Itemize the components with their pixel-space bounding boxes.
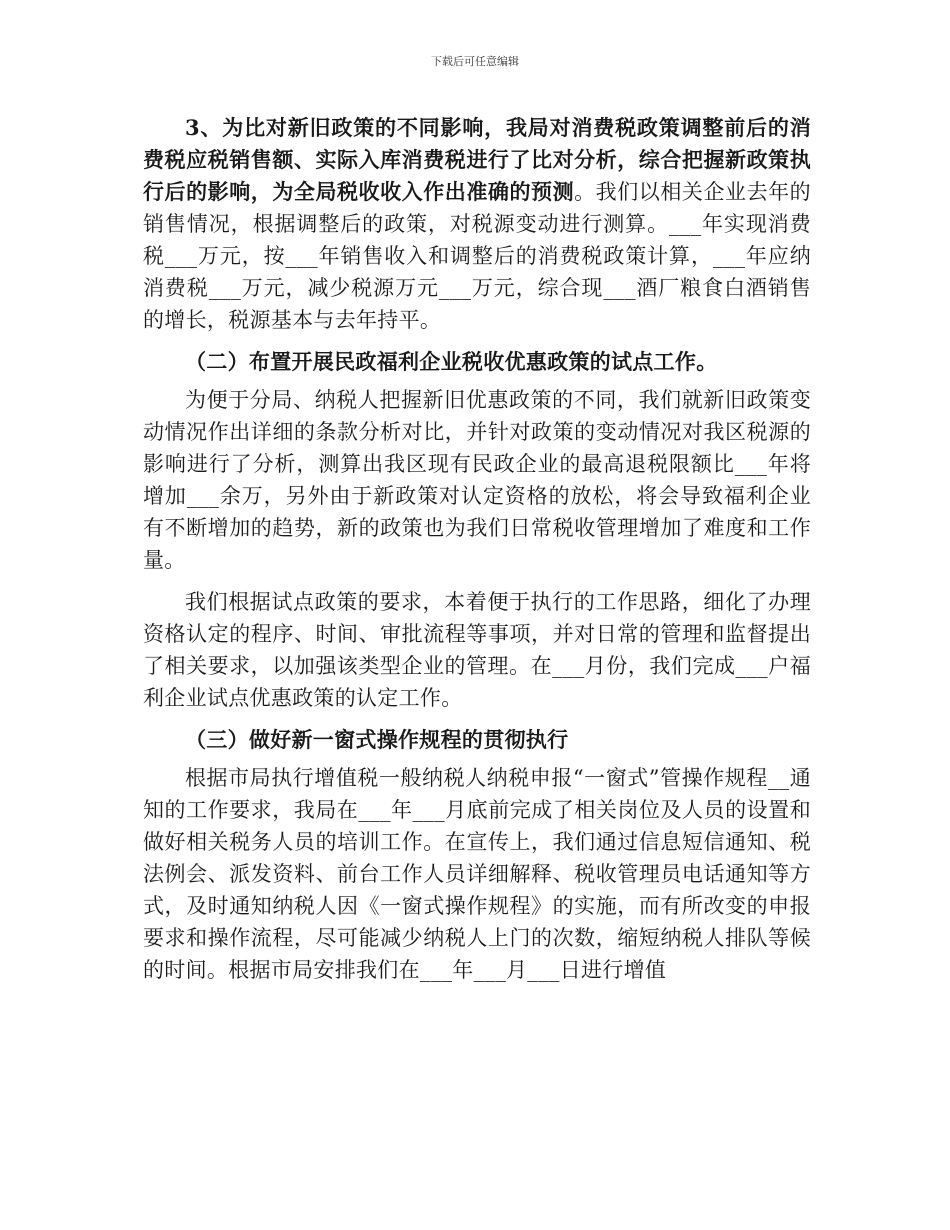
page-header: 下载后可任意编辑: [431, 55, 519, 68]
paragraph-1-bold-lead: 3、为比对新旧政策的不同影响，我局对消费税政策调整前后的消费税应税销售额、实际入库消费税进行了比对分析，综合把握新政策执行后的影响，为全局税收收入作出准确的预测: [143, 115, 811, 204]
paragraph-2: 为便于分局、纳税人把握新旧优惠政策的不同，我们就新旧政策变动情况作出详细的条款分析对比，并针对政策的变动情况对我区税源的影响进行了分析，测算出我区现有民政企业的最高退税限额比___年将增加___余万，另外由于新政策对认定资格的放松，将会导致福利企业有不断增加的趋势，新的政策也为我们日常税收管理增加了难度和工作量。: [143, 388, 811, 572]
paragraph-3: 我们根据试点政策的要求，本着便于执行的工作思路，细化了办理资格认定的程序、时间、审批流程等事项，并对日常的管理和监督提出了相关要求，以加强该类型企业的管理。在___月份，我们完成___户福利企业试点优惠政策的认定工作。: [143, 590, 811, 710]
paragraph-1: [143, 112, 811, 336]
paragraph-1-text: 。我们以相关企业去年的销售情况，根据调整后的政策，对税源变动进行测算。___年实现消费税___万元，按___年销售收入和调整后的消费税政策计算，___年应纳消费税___万元，减少税源万元___万元，综合现___酒厂粮食白酒销售的增长，税源基本与去年持平。: [143, 180, 811, 332]
paragraph-4: 根据市局执行增值税一般纳税人纳税申报“一窗式”管操作规程__通知的工作要求，我局在___年___月底前完成了相关岗位及人员的设置和做好相关税务人员的培训工作。在宣传上，我们通过信息短信通知、税法例会、派发资料、前台工作人员详细解释、税收管理员电话通知等方式，及时通知纳税人因《一窗式操作规程》的实施，而有所改变的申报要求和操作流程，尽可能减少纳税人上门的次数，缩短纳税人排队等候的时间。根据市局安排我们在___年___月___日进行增值: [143, 766, 811, 982]
document-body: [143, 112, 811, 986]
section-heading-3: （三）做好新一窗式操作规程的贯彻执行: [185, 727, 569, 752]
section-heading-2: （二）布置开展民政福利企业税收优惠政策的试点工作。: [185, 349, 718, 374]
